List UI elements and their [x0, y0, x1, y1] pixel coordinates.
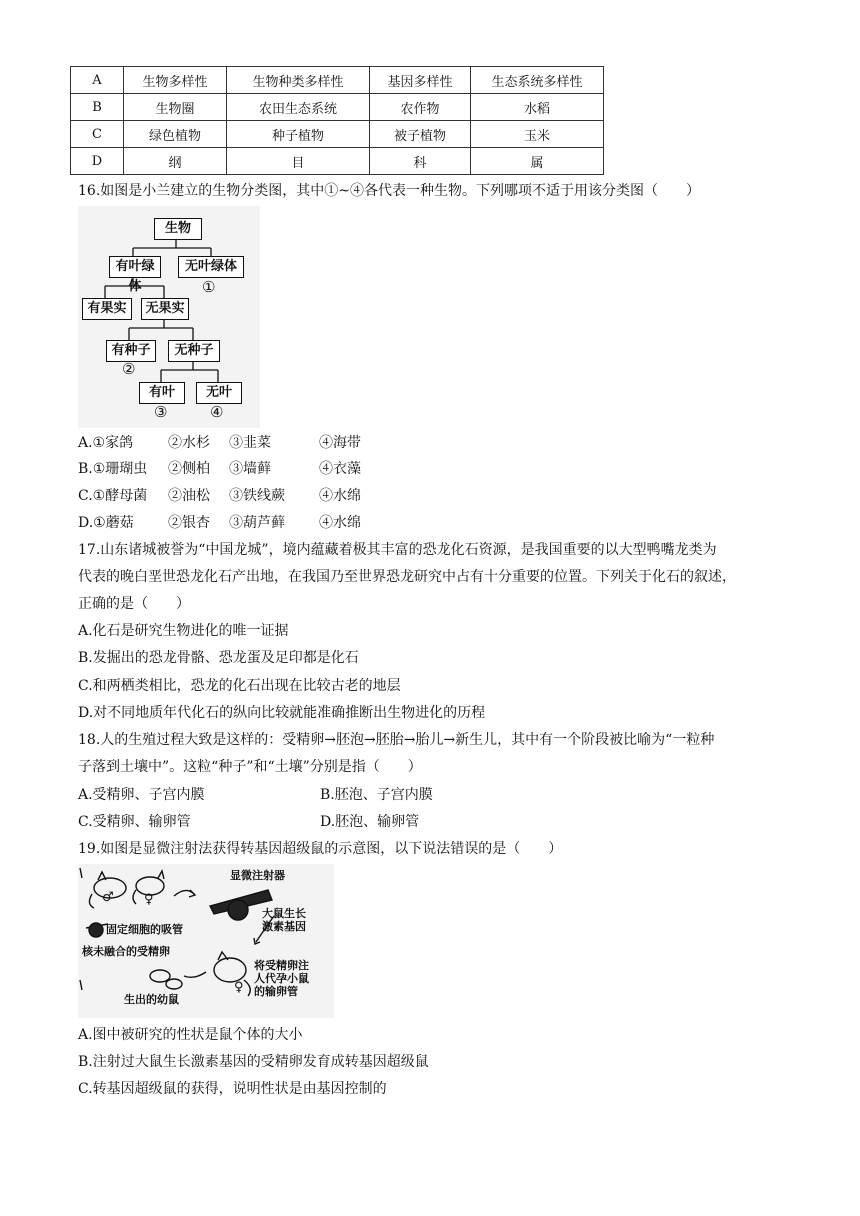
table-cell: 生物多样性	[124, 67, 227, 94]
question-17-option-d: D.对不同地质年代化石的纵向比较就能准确推断出生物进化的历程	[78, 705, 486, 721]
question-18-stem-line-2: 子落到土壤中”。这粒“种子”和“土壤”分别是指（ ）	[78, 759, 422, 775]
label-unfused-zygote: 核未融合的受精卵	[82, 945, 170, 958]
option-b-2: ②侧柏	[168, 461, 210, 477]
option-d-2: ②银杏	[168, 515, 210, 531]
question-17-stem-line-3: 正确的是（ ）	[78, 596, 190, 612]
table-cell: 属	[471, 148, 604, 175]
option-a-2: ②水杉	[168, 435, 210, 451]
option-b-1: B.①珊瑚虫	[78, 461, 148, 477]
option-a-1: A.①家鸽	[78, 435, 134, 451]
table-cell: 纲	[124, 148, 227, 175]
label-implant-line-2: 人代孕小鼠	[254, 972, 309, 985]
tree-node-with-fruit: 有果实	[82, 298, 132, 320]
question-19-stem: 19.如图是显微注射法获得转基因超级鼠的示意图，以下说法错误的是（ ）	[78, 841, 563, 857]
tree-marker-4: ④	[210, 403, 224, 421]
label-offspring: 生出的幼鼠	[124, 993, 179, 1006]
table-cell: 生物圈	[124, 94, 227, 121]
table-row	[71, 94, 604, 121]
question-17-option-a: A.化石是研究生物进化的唯一证据	[78, 623, 289, 639]
table-cell: 被子植物	[370, 121, 471, 148]
option-c-1: C.①酵母菌	[78, 488, 148, 504]
table-cell: A	[71, 67, 124, 94]
tree-node-without-fruit: 无果实	[141, 298, 189, 320]
tree-node-with-leaf: 有叶	[139, 382, 185, 404]
question-19-option-a: A.图中被研究的性状是鼠个体的大小	[78, 1027, 303, 1043]
option-d-3: ③葫芦藓	[229, 515, 285, 531]
table-cell: 绿色植物	[124, 121, 227, 148]
tree-marker-3: ③	[154, 403, 168, 421]
table-cell: 科	[370, 148, 471, 175]
table-cell: 水稻	[471, 94, 604, 121]
tree-marker-1: ①	[202, 278, 216, 296]
table-cell: 农作物	[370, 94, 471, 121]
question-18-stem-line-1: 18.人的生殖过程大致是这样的：受精卵→胚泡→胚胎→胎儿→新生儿，其中有一个阶段被比喻为“一粒种	[78, 732, 715, 748]
question-17-option-b: B.发掘出的恐龙骨骼、恐龙蛋及足印都是化石	[78, 650, 359, 666]
label-microinjector: 显微注射器	[230, 869, 285, 882]
question-19-option-c: C.转基因超级鼠的获得，说明性状是由基因控制的	[78, 1081, 387, 1097]
question-16-stem: 16.如图是小兰建立的生物分类图，其中①~④各代表一种生物。下列哪项不适于用该分类图（ ）	[78, 183, 700, 199]
tree-node-without-leaf: 无叶	[196, 382, 242, 404]
tree-node-with-seed: 有种子	[106, 340, 156, 362]
option-c-2: ②油松	[168, 488, 210, 504]
comparison-table	[70, 66, 604, 175]
question-18-option-b: B.胚泡、子宫内膜	[320, 787, 433, 803]
label-holding-pipette: 固定细胞的吸管	[106, 923, 183, 936]
option-a-4: ④海带	[319, 435, 361, 451]
table-cell: 基因多样性	[370, 67, 471, 94]
table-row	[71, 148, 604, 175]
tree-node-root: 生物	[154, 218, 202, 240]
option-b-4: ④衣藻	[319, 461, 361, 477]
transgenic-mouse-figure	[78, 864, 334, 1018]
label-implant-line-1: 将受精卵注	[254, 959, 309, 972]
table-cell: 目	[227, 148, 370, 175]
table-cell: D	[71, 148, 124, 175]
table-row	[71, 121, 604, 148]
question-18-option-d: D.胚泡、输卵管	[320, 814, 420, 830]
option-d-1: D.①蘑菇	[78, 515, 134, 531]
question-19-option-b: B.注射过大鼠生长激素基因的受精卵发育成转基因超级鼠	[78, 1054, 429, 1070]
option-a-3: ③韭菜	[229, 435, 271, 451]
female-symbol-parent: ♀	[144, 892, 154, 907]
option-c-4: ④水绵	[319, 488, 361, 504]
table-cell: 玉米	[471, 121, 604, 148]
table-row	[71, 67, 604, 94]
classification-tree-diagram	[78, 206, 260, 428]
female-symbol-surrogate: ♀	[234, 980, 244, 995]
label-gene-line-1: 大鼠生长	[262, 907, 306, 920]
question-17-option-c: C.和两栖类相比，恐龙的化石出现在比较古老的地层	[78, 678, 401, 694]
option-d-4: ④水绵	[319, 515, 361, 531]
table-cell: 生物种类多样性	[227, 67, 370, 94]
table-cell: C	[71, 121, 124, 148]
table-cell: 生态系统多样性	[471, 67, 604, 94]
label-implant-line-3: 的输卵管	[254, 985, 298, 998]
option-b-3: ③墙藓	[229, 461, 271, 477]
table-cell: 种子植物	[227, 121, 370, 148]
question-17-stem-line-2: 代表的晚白垩世恐龙化石产出地，在我国乃至世界恐龙研究中占有十分重要的位置。下列关于化石的叙述，	[78, 569, 736, 585]
label-gene-line-2: 激素基因	[262, 920, 306, 933]
tree-node-without-chloroplast: 无叶绿体	[178, 256, 244, 278]
table-cell: B	[71, 94, 124, 121]
male-symbol: ♂	[102, 890, 114, 905]
option-c-3: ③铁线蕨	[229, 488, 285, 504]
question-18-option-a: A.受精卵、子宫内膜	[78, 787, 205, 803]
tree-node-without-seed: 无种子	[168, 340, 220, 362]
table-cell: 农田生态系统	[227, 94, 370, 121]
tree-node-with-chloroplast: 有叶绿体	[109, 256, 161, 278]
question-18-option-c: C.受精卵、输卵管	[78, 814, 191, 830]
question-17-stem-line-1: 17.山东诸城被誉为“中国龙城”，境内蕴藏着极其丰富的恐龙化石资源，是我国重要的以大型鸭嘴龙类为	[78, 542, 717, 558]
tree-marker-2: ②	[122, 360, 136, 378]
